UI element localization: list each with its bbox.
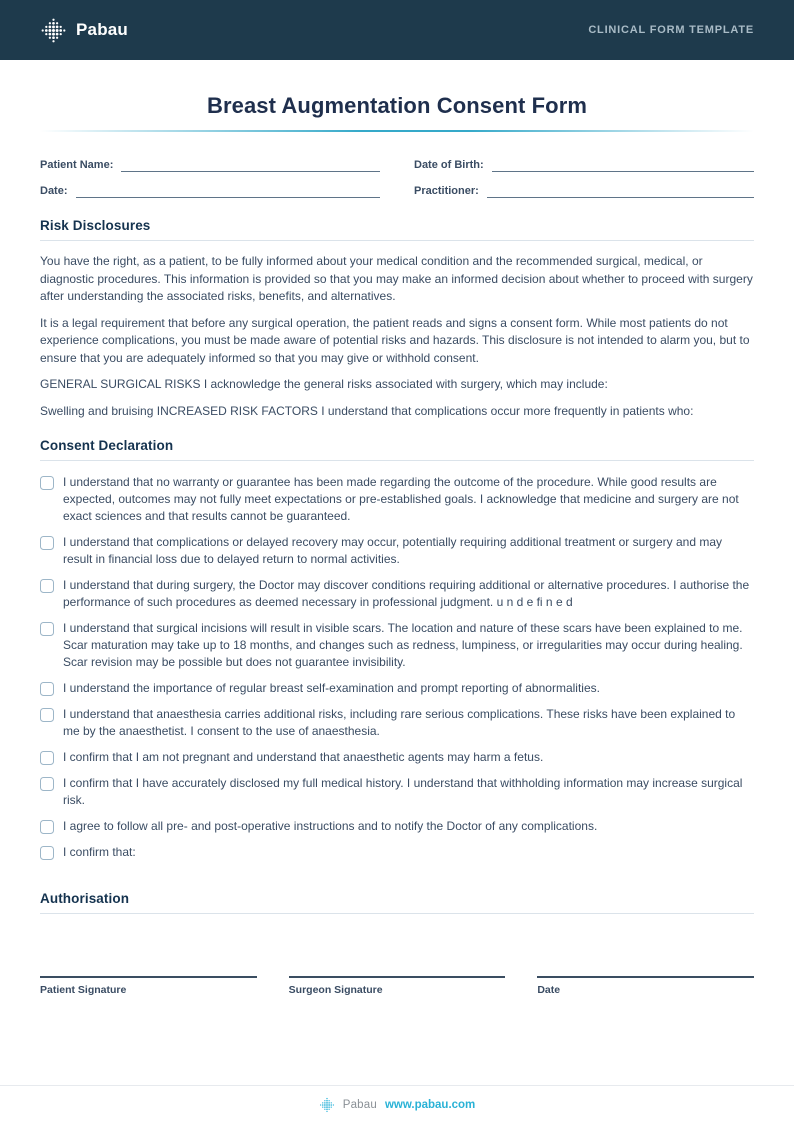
consent-checkbox[interactable] xyxy=(40,751,54,765)
field-practitioner xyxy=(414,184,754,198)
consent-item-label: I agree to follow all pre- and post-operative instructions and to notify the Doctor of any complications. xyxy=(63,819,598,833)
risk-disclosures-section xyxy=(40,218,754,420)
surgeon-signature-line[interactable] xyxy=(289,976,506,978)
consent-item xyxy=(40,749,754,766)
consent-item-label: I confirm that I am not pregnant and understand that anaesthetic agents may harm a fetus. xyxy=(63,750,544,764)
signature-label: Date xyxy=(537,984,561,996)
pabau-logo-icon xyxy=(40,17,67,44)
surgeon-signature-block xyxy=(289,976,506,996)
brand-name: Pabau xyxy=(76,20,129,39)
consent-item-label: I understand that anaesthesia carries additional risks, including rare serious complications. These risks have been explained to me by the anaesthetist. I consent to the use of anaesthesia. xyxy=(63,707,736,738)
footer-brand: Pabau xyxy=(342,1098,377,1111)
consent-item xyxy=(40,474,754,525)
template-badge: CLINICAL FORM TEMPLATE xyxy=(588,24,754,36)
brand xyxy=(40,17,128,44)
field-input-line[interactable] xyxy=(492,158,754,172)
consent-item xyxy=(40,620,754,671)
signature-label: Patient Signature xyxy=(40,984,127,996)
date-signature-line[interactable] xyxy=(537,976,754,978)
field-input-line[interactable] xyxy=(487,184,754,198)
consent-checkbox[interactable] xyxy=(40,708,54,722)
section-rule xyxy=(40,460,754,461)
field-label: Practitioner: xyxy=(414,185,479,197)
consent-item-label: I understand that no warranty or guarantee has been made regarding the outcome of the procedure. While good results are expected, outcomes may not fully meet expectations or pre-established goals. I acknowledge that medicine and surgery are not exact sciences and that results cannot be guaranteed. xyxy=(63,475,739,523)
consent-checkbox[interactable] xyxy=(40,579,54,593)
footer-url-link[interactable]: www.pabau.com xyxy=(384,1098,476,1111)
consent-item xyxy=(40,534,754,568)
field-patient-name xyxy=(40,158,380,172)
risk-paragraph: Swelling and bruising INCREASED RISK FACTORS I understand that complications occur more frequently in patients who: xyxy=(40,403,694,418)
consent-item xyxy=(40,844,754,861)
risk-paragraph: You have the right, as a patient, to be fully informed about your medical condition and the recommended surgical, medical, or diagnostic procedures. This information is provided so that you may make an informed decision about whether to proceed with surgery after understanding the associated risks, benefits, and alternatives. xyxy=(40,254,753,303)
section-rule xyxy=(40,913,754,914)
form-title: Breast Augmentation Consent Form xyxy=(206,93,588,118)
title-divider xyxy=(40,130,754,132)
risk-paragraph: GENERAL SURGICAL RISKS I acknowledge the general risks associated with surgery, which may include: xyxy=(40,377,608,391)
consent-item-label: I understand that complications or delayed recovery may occur, potentially requiring additional treatment or surgery and may result in financial loss due to delayed return to normal activities. xyxy=(63,535,723,566)
consent-item xyxy=(40,680,754,697)
consent-checkbox[interactable] xyxy=(40,846,54,860)
consent-checkbox[interactable] xyxy=(40,622,54,636)
field-input-line[interactable] xyxy=(121,158,380,172)
consent-item-label: I confirm that: xyxy=(63,845,136,859)
field-date-of-birth xyxy=(414,158,754,172)
consent-checkbox-list xyxy=(40,474,754,861)
date-signature-block xyxy=(537,976,754,996)
form-page xyxy=(0,60,794,1085)
field-input-line[interactable] xyxy=(76,184,380,198)
consent-item xyxy=(40,577,754,611)
signature-label: Surgeon Signature xyxy=(288,984,383,996)
consent-checkbox[interactable] xyxy=(40,777,54,791)
signature-row xyxy=(40,976,754,996)
consent-item-label: I understand that surgical incisions will result in visible scars. The location and nature of these scars have been explained to me. Scar maturation may take up to 18 months, and changes such as redness, lumpiness, or irregularities may occur during healing. Scar revision may be possible but does not guarantee invisibility. xyxy=(63,621,743,669)
consent-checkbox[interactable] xyxy=(40,820,54,834)
consent-item xyxy=(40,706,754,740)
patient-fields xyxy=(40,158,754,198)
field-label: Date of Birth: xyxy=(414,159,484,171)
section-heading-consent: Consent Declaration xyxy=(40,438,174,453)
consent-checkbox[interactable] xyxy=(40,682,54,696)
section-heading-authorisation: Authorisation xyxy=(40,891,130,906)
consent-item-label: I understand the importance of regular breast self-examination and prompt reporting of abnormalities. xyxy=(63,681,600,695)
consent-item-label: I understand that during surgery, the Doctor may discover conditions requiring additional or alternative procedures. I authorise the performance of such procedures as deemed necessary in professional judgment. u n d e fi n e d xyxy=(63,578,750,609)
risk-paragraph: It is a legal requirement that before any surgical operation, the patient reads and signs a consent form. While most patients do not experience complications, you must be made aware of potential risks and hazards. This disclosure is not intended to alarm you, but to ensure that you are adequately informed so that you may give or withhold consent. xyxy=(40,315,750,365)
consent-checkbox[interactable] xyxy=(40,476,54,490)
consent-item xyxy=(40,775,754,809)
patient-signature-line[interactable] xyxy=(40,976,257,978)
consent-item xyxy=(40,818,754,835)
section-heading-risk: Risk Disclosures xyxy=(40,218,151,233)
footer xyxy=(0,1085,794,1123)
patient-signature-block xyxy=(40,976,257,996)
footer-pabau-logo-icon xyxy=(319,1097,335,1113)
field-label: Date: xyxy=(40,185,68,197)
field-date xyxy=(40,184,380,198)
consent-checkbox[interactable] xyxy=(40,536,54,550)
section-rule xyxy=(40,240,754,241)
consent-declaration-section xyxy=(40,438,754,861)
field-label: Patient Name: xyxy=(40,159,114,171)
consent-item-label: I confirm that I have accurately disclosed my full medical history. I understand that withholding information may increase surgical risk. xyxy=(63,776,743,807)
header-bar xyxy=(0,0,794,60)
authorisation-section xyxy=(40,891,754,996)
